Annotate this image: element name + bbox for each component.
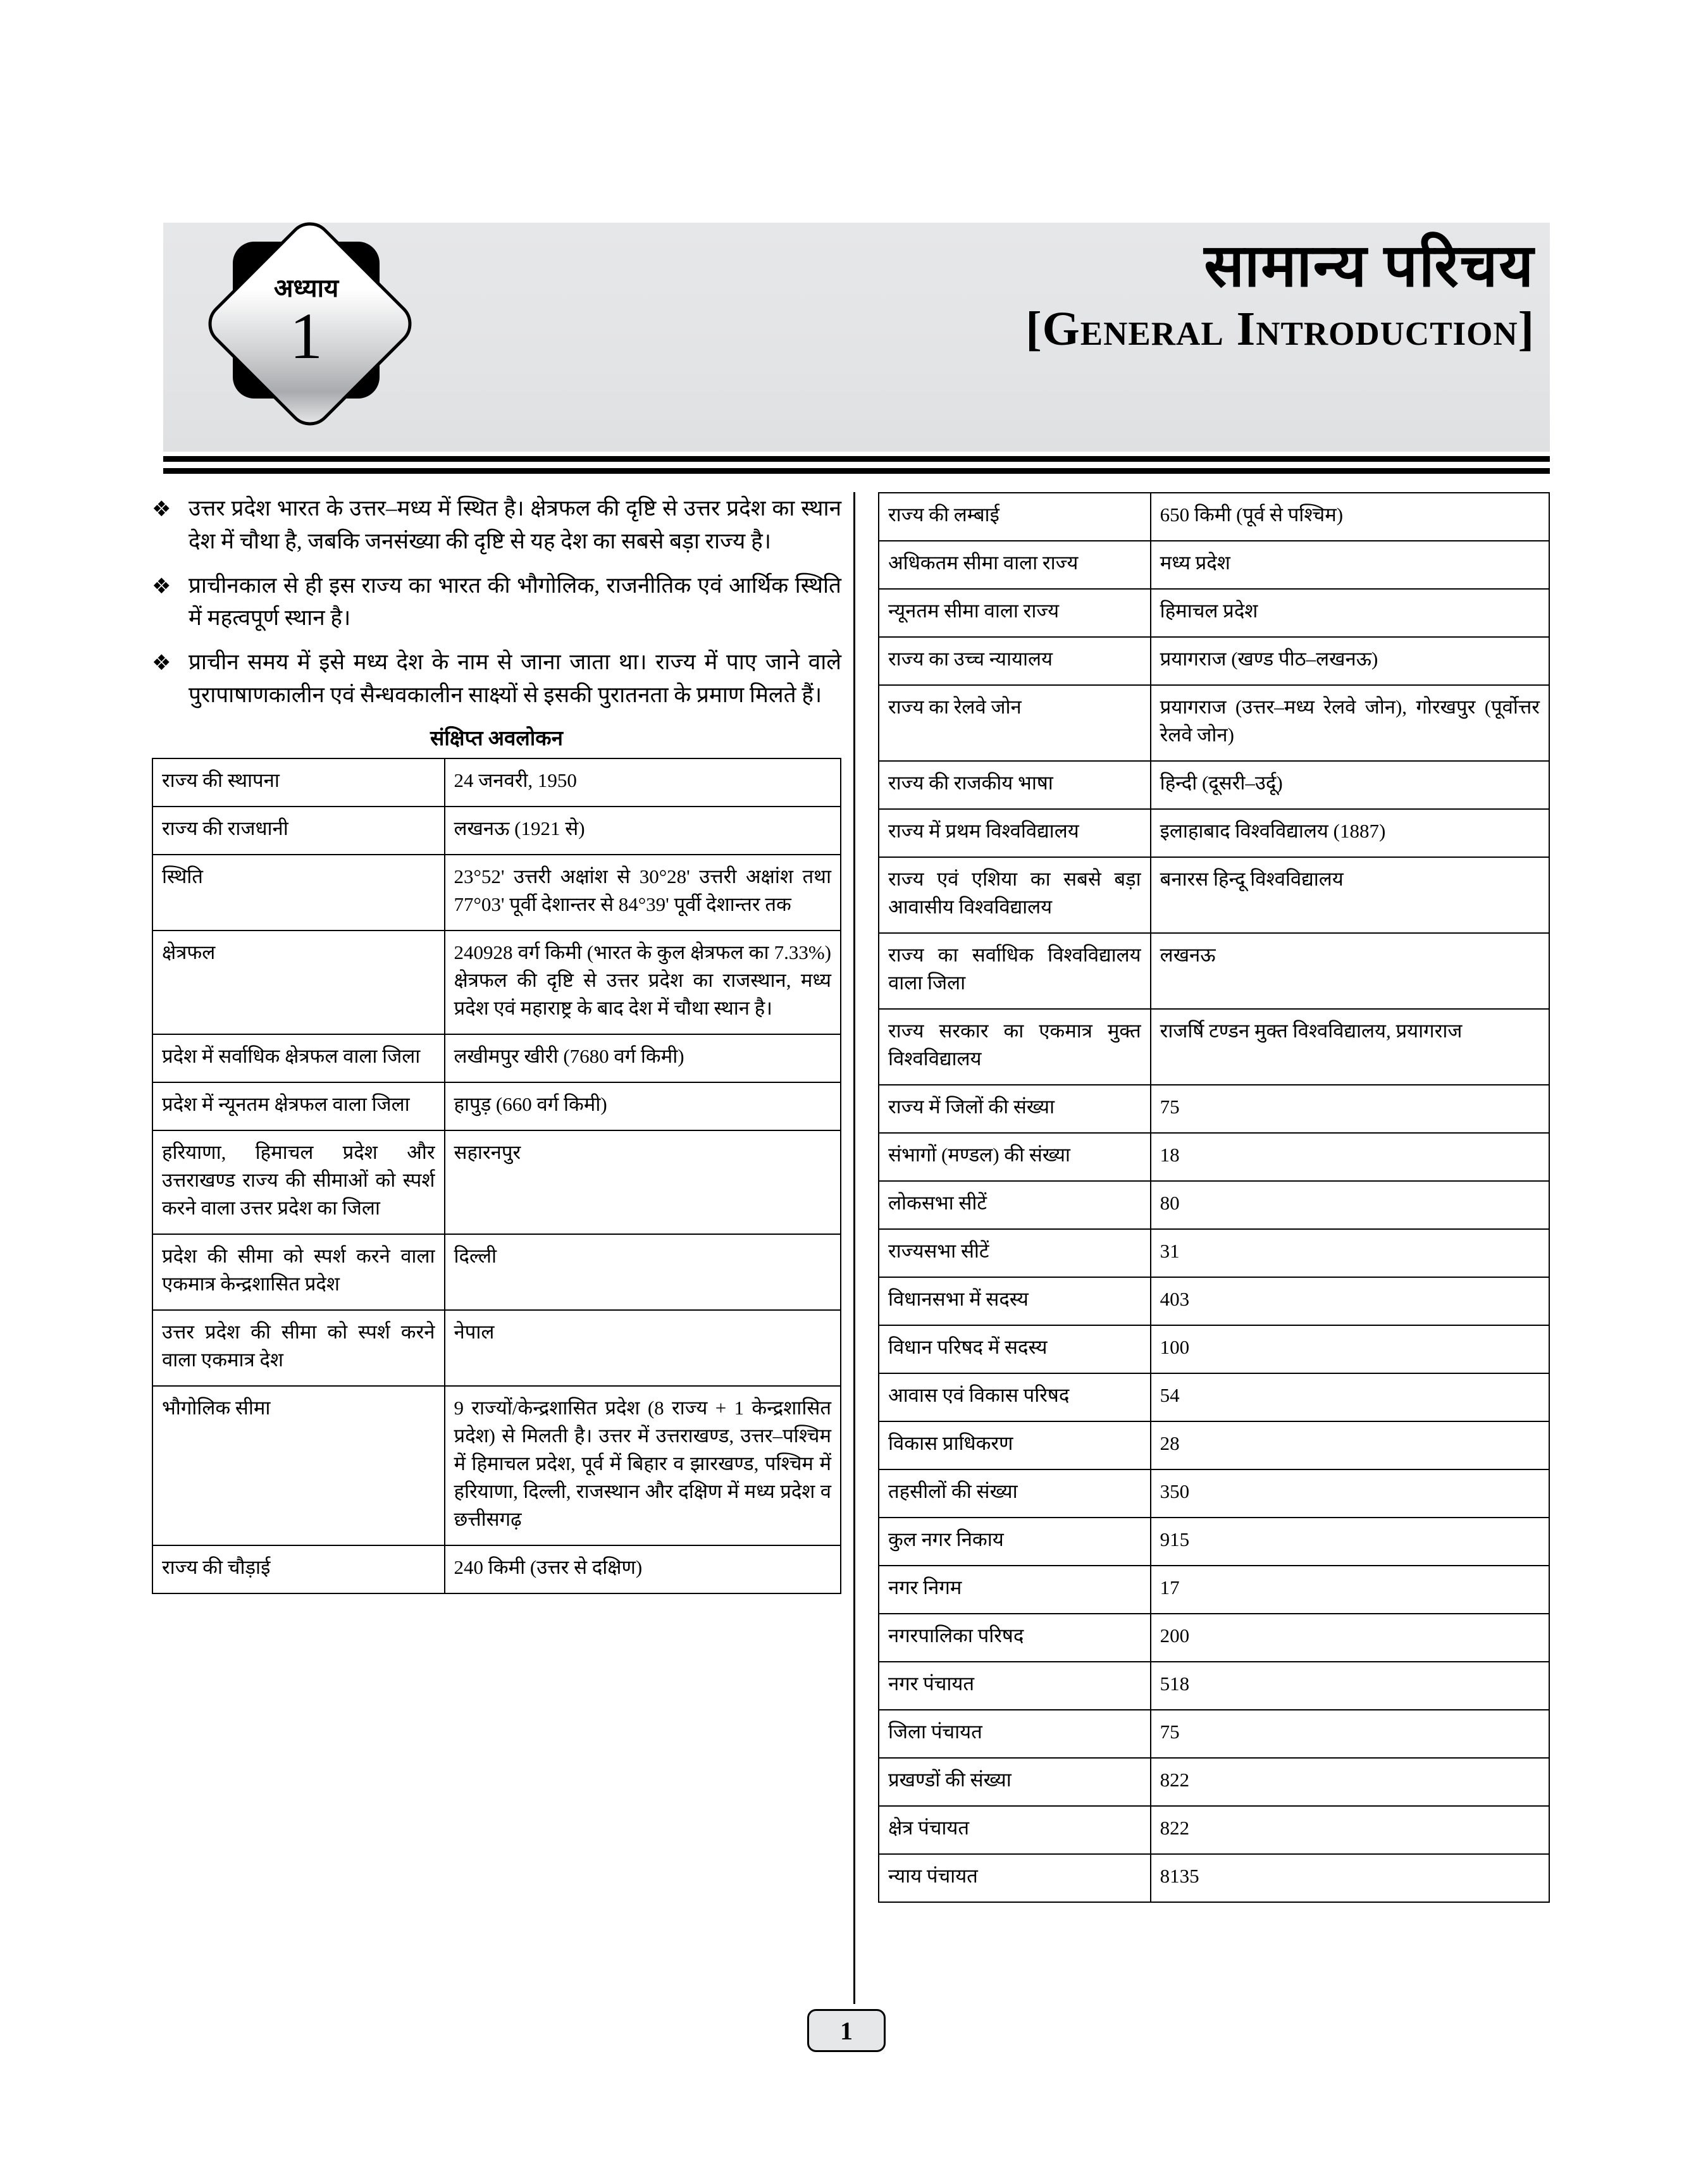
table-cell-value: 8135 <box>1151 1854 1549 1902</box>
header-rule-upper <box>163 456 1550 462</box>
table-cell-value: लखनऊ (1921 से) <box>445 807 841 855</box>
table-cell-value: नेपाल <box>445 1310 841 1386</box>
state-overview-table-left <box>152 758 841 1594</box>
table-row <box>879 809 1549 857</box>
table-cell-value: 75 <box>1151 1710 1549 1758</box>
table-row <box>152 1082 841 1130</box>
table-cell-key: तहसीलों की संख्या <box>879 1469 1151 1518</box>
table-row <box>879 1758 1549 1806</box>
table-row <box>879 1373 1549 1421</box>
table-cell-value: लखनऊ <box>1151 933 1549 1009</box>
table-cell-value: 915 <box>1151 1518 1549 1566</box>
table-cell-key: स्थिति <box>152 855 445 931</box>
column-divider <box>853 492 855 2004</box>
table-cell-value: 18 <box>1151 1133 1549 1181</box>
table-cell-value: 23°52' उत्तरी अक्षांश से 30°28' उत्तरी अक्षांश तथा 77°03' पूर्वी देशान्तर से 84°39' पूर्वी देशान्तर तक <box>445 855 841 931</box>
page-title-hindi: सामान्य परिचय <box>1204 233 1535 299</box>
table-body-left <box>152 758 841 1593</box>
table-cell-key: राज्य एवं एशिया का सबसे बड़ा आवासीय विश्वविद्यालय <box>879 857 1151 933</box>
list-item <box>152 646 841 712</box>
table-cell-key: राज्य की स्थापना <box>152 758 445 807</box>
table-cell-value: 240928 वर्ग किमी (भारत के कुल क्षेत्रफल का 7.33%) क्षेत्रफल की दृष्टि से उत्तर प्रदेश का राजस्थान, मध्य प्रदेश एवं महाराष्ट्र के बाद देश में चौथा स्थान है। <box>445 931 841 1034</box>
table-row <box>879 1421 1549 1469</box>
table-cell-key: हरियाणा, हिमाचल प्रदेश और उत्तराखण्ड राज्य की सीमाओं को स्पर्श करने वाला उत्तर प्रदेश का जिला <box>152 1130 445 1234</box>
table-cell-key: अधिकतम सीमा वाला राज्य <box>879 541 1151 589</box>
table-cell-value: 9 राज्यों/केन्द्रशासित प्रदेश (8 राज्य + 1 केन्द्रशासित प्रदेश) से मिलती है। उत्तर में उत्तराखण्ड, उत्तर–पश्चिम में हिमाचल प्रदेश, पूर्व में बिहार व झारखण्ड, पश्चिम में हरियाणा, दिल्ली, राजस्थान और दक्षिण में मध्य प्रदेश व छत्तीसगढ़ <box>445 1386 841 1545</box>
table-cell-key: न्याय पंचायत <box>879 1854 1151 1902</box>
table-cell-key: न्यूनतम सीमा वाला राज्य <box>879 589 1151 637</box>
table-cell-key: राज्य में जिलों की संख्या <box>879 1085 1151 1133</box>
table-row <box>152 1234 841 1310</box>
table-cell-key: लोकसभा सीटें <box>879 1181 1151 1229</box>
table-cell-value: 31 <box>1151 1229 1549 1277</box>
table-cell-key: उत्तर प्रदेश की सीमा को स्पर्श करने वाला एकमात्र देश <box>152 1310 445 1386</box>
table-cell-value: 17 <box>1151 1566 1549 1614</box>
table-cell-value: सहारनपुर <box>445 1130 841 1234</box>
table-cell-key: क्षेत्र पंचायत <box>879 1806 1151 1854</box>
table-row <box>879 1662 1549 1710</box>
table-row <box>152 1034 841 1082</box>
table-row <box>879 1009 1549 1085</box>
table-cell-key: संभागों (मण्डल) की संख्या <box>879 1133 1151 1181</box>
diamond-bullet-icon: ❖ <box>152 650 171 676</box>
table-cell-key: राज्य सरकार का एकमात्र मुक्त विश्वविद्यालय <box>879 1009 1151 1085</box>
table-row <box>879 1325 1549 1373</box>
bullet-text: प्राचीनकाल से ही इस राज्य का भारत की भौगोलिक, राजनीतिक एवं आर्थिक स्थिति में महत्वपूर्ण स्थान है। <box>189 572 841 631</box>
table-row <box>879 1518 1549 1566</box>
table-cell-key: राज्य की लम्बाई <box>879 493 1151 541</box>
table-cell-key: प्रदेश की सीमा को स्पर्श करने वाला एकमात्र केन्द्रशासित प्रदेश <box>152 1234 445 1310</box>
table-cell-value: लखीमपुर खीरी (7680 वर्ग किमी) <box>445 1034 841 1082</box>
table-cell-value: इलाहाबाद विश्वविद्यालय (1887) <box>1151 809 1549 857</box>
table-row <box>152 1545 841 1593</box>
table-row <box>879 637 1549 685</box>
table-cell-key: जिला पंचायत <box>879 1710 1151 1758</box>
table-cell-value: 822 <box>1151 1758 1549 1806</box>
table-cell-value: 100 <box>1151 1325 1549 1373</box>
table-cell-value: दिल्ली <box>445 1234 841 1310</box>
table-row <box>152 1130 841 1234</box>
section-caption: संक्षिप्त अवलोकन <box>430 727 563 750</box>
table-row <box>879 933 1549 1009</box>
table-row <box>152 1386 841 1545</box>
table-row <box>879 1277 1549 1325</box>
intro-bullet-list <box>152 492 841 712</box>
table-cell-key: राज्यसभा सीटें <box>879 1229 1151 1277</box>
table-row <box>879 493 1549 541</box>
state-overview-table-right <box>878 492 1550 1903</box>
table-cell-key: राज्य में प्रथम विश्वविद्यालय <box>879 809 1151 857</box>
table-cell-key: कुल नगर निकाय <box>879 1518 1151 1566</box>
table-cell-key: नगर निगम <box>879 1566 1151 1614</box>
table-cell-value: हिन्दी (दूसरी–उर्दू) <box>1151 761 1549 809</box>
table-cell-key: प्रदेश में सर्वाधिक क्षेत्रफल वाला जिला <box>152 1034 445 1082</box>
page-title-english: [General Introduction] <box>1025 302 1535 356</box>
left-column <box>152 492 841 1594</box>
table-cell-key: भौगोलिक सीमा <box>152 1386 445 1545</box>
table-row <box>152 758 841 807</box>
table-cell-value: प्रयागराज (उत्तर–मध्य रेलवे जोन), गोरखपुर (पूर्वोत्तर रेलवे जोन) <box>1151 685 1549 761</box>
table-row <box>879 589 1549 637</box>
table-row <box>152 807 841 855</box>
table-cell-value: 650 किमी (पूर्व से पश्चिम) <box>1151 493 1549 541</box>
table-cell-value: 54 <box>1151 1373 1549 1421</box>
table-cell-value: 822 <box>1151 1806 1549 1854</box>
table-row <box>879 1710 1549 1758</box>
table-cell-key: क्षेत्रफल <box>152 931 445 1034</box>
list-item <box>152 492 841 558</box>
table-cell-value: हापुड़ (660 वर्ग किमी) <box>445 1082 841 1130</box>
table-cell-value: 24 जनवरी, 1950 <box>445 758 841 807</box>
table-row <box>879 857 1549 933</box>
table-cell-value: 350 <box>1151 1469 1549 1518</box>
table-cell-value: बनारस हिन्दू विश्वविद्यालय <box>1151 857 1549 933</box>
header-rule-lower <box>163 468 1550 474</box>
table-body-right <box>879 493 1549 1902</box>
table-cell-value: 28 <box>1151 1421 1549 1469</box>
table-cell-key: नगरपालिका परिषद <box>879 1614 1151 1662</box>
table-cell-value: मध्य प्रदेश <box>1151 541 1549 589</box>
table-row <box>879 1133 1549 1181</box>
table-cell-key: प्रखण्डों की संख्या <box>879 1758 1151 1806</box>
table-cell-value: 200 <box>1151 1614 1549 1662</box>
table-cell-value: 403 <box>1151 1277 1549 1325</box>
badge-label-group <box>233 248 380 395</box>
table-cell-value: 240 किमी (उत्तर से दक्षिण) <box>445 1545 841 1593</box>
table-cell-key: राज्य की राजधानी <box>152 807 445 855</box>
table-cell-value: राजर्षि टण्डन मुक्त विश्वविद्यालय, प्रयागराज <box>1151 1009 1549 1085</box>
table-row <box>879 1614 1549 1662</box>
table-cell-value: हिमाचल प्रदेश <box>1151 589 1549 637</box>
chapter-word-label: अध्याय <box>273 275 339 302</box>
bullet-text: उत्तर प्रदेश भारत के उत्तर–मध्य में स्थित है। क्षेत्रफल की दृष्टि से उत्तर प्रदेश का स्थान देश में चौथा है, जबकि जनसंख्या की दृष्टि से यह देश का सबसे बड़ा राज्य है। <box>189 496 841 553</box>
table-cell-value: प्रयागराज (खण्ड पीठ–लखनऊ) <box>1151 637 1549 685</box>
table-cell-key: विधानसभा में सदस्य <box>879 1277 1151 1325</box>
table-row <box>879 1469 1549 1518</box>
chapter-header-band <box>163 223 1550 452</box>
table-cell-key: राज्य की राजकीय भाषा <box>879 761 1151 809</box>
right-column <box>878 492 1550 1903</box>
table-row <box>879 1566 1549 1614</box>
table-row <box>152 1310 841 1386</box>
chapter-number-label: 1 <box>290 300 323 373</box>
table-row <box>879 541 1549 589</box>
table-cell-key: आवास एवं विकास परिषद <box>879 1373 1151 1421</box>
table-cell-key: विकास प्राधिकरण <box>879 1421 1151 1469</box>
table-cell-key: राज्य का उच्च न्यायालय <box>879 637 1151 685</box>
table-row <box>879 1181 1549 1229</box>
list-item <box>152 569 841 635</box>
table-row <box>879 1806 1549 1854</box>
table-cell-value: 75 <box>1151 1085 1549 1133</box>
bullet-text: प्राचीन समय में इसे मध्य देश के नाम से जाना जाता था। राज्य में पाए जाने वाले पुरापाषाणकालीन एवं सैन्धवकालीन साक्ष्यों से इसकी पुरातनता के प्रमाण मिलते हैं। <box>189 650 841 707</box>
table-row <box>152 855 841 931</box>
chapter-badge <box>202 213 411 428</box>
table-row <box>879 761 1549 809</box>
table-cell-key: राज्य का रेलवे जोन <box>879 685 1151 761</box>
page-number-badge: 1 <box>807 2009 886 2052</box>
table-cell-key: राज्य का सर्वाधिक विश्वविद्यालय वाला जिला <box>879 933 1151 1009</box>
table-row <box>879 685 1549 761</box>
table-cell-key: प्रदेश में न्यूनतम क्षेत्रफल वाला जिला <box>152 1082 445 1130</box>
table-cell-key: नगर पंचायत <box>879 1662 1151 1710</box>
table-cell-value: 80 <box>1151 1181 1549 1229</box>
table-cell-value: 518 <box>1151 1662 1549 1710</box>
table-row <box>879 1229 1549 1277</box>
diamond-bullet-icon: ❖ <box>152 573 171 599</box>
table-row <box>152 931 841 1034</box>
table-cell-key: विधान परिषद में सदस्य <box>879 1325 1151 1373</box>
table-cell-key: राज्य की चौड़ाई <box>152 1545 445 1593</box>
table-row <box>879 1854 1549 1902</box>
page-title-group <box>1025 233 1535 356</box>
diamond-bullet-icon: ❖ <box>152 497 171 522</box>
table-row <box>879 1085 1549 1133</box>
